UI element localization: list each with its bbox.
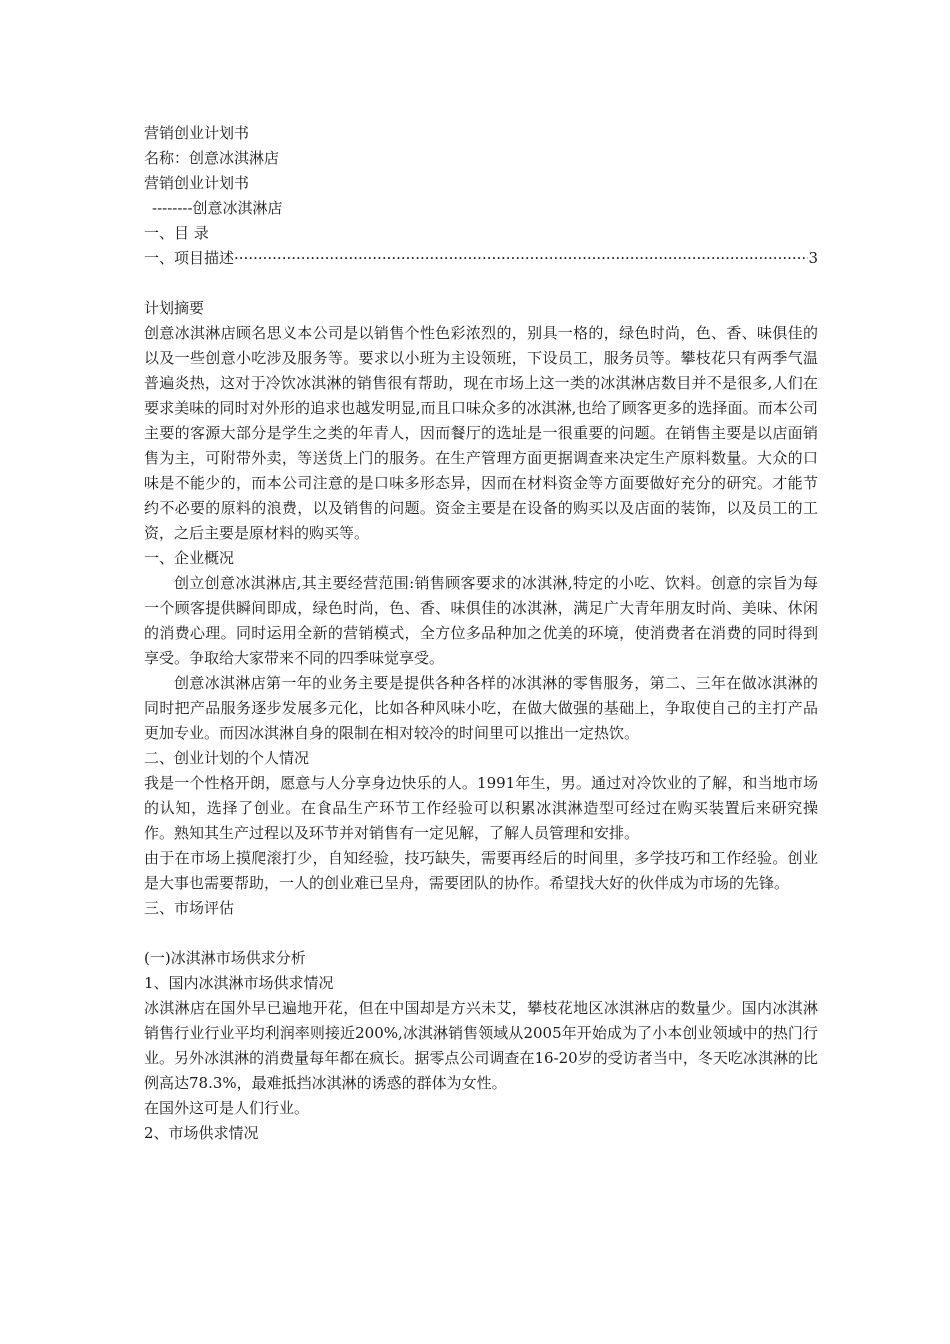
document-page — [144, 121, 818, 1146]
doc-subtitle: --------创意冰淇淋店 — [152, 199, 283, 217]
section1-paragraph-1: 创立创意冰淇淋店,其主要经营范围:销售顾客要求的冰淇淋,特定的小吃、饮料。创意的宗旨为每一个顾客提供瞬间即成，绿色时尚，色、香、味俱佳的冰淇淋，满足广大青年朋友时尚、美味、休闲的消费心理。同时运用全新的营销模式，全方位多品种加之优美的环境，使消费者在消费的同时得到享受。争取给大家带来不同的四季味觉享受。 — [144, 574, 818, 667]
doc-title: 营销创业计划书 — [144, 124, 250, 142]
section3-paragraph-2: 在国外这可是人们行业。 — [144, 1099, 310, 1117]
section3-item-1: 1、国内冰淇淋市场供求情况 — [144, 974, 334, 992]
doc-title-repeat: 营销创业计划书 — [144, 174, 250, 192]
summary-heading: 计划摘要 — [144, 299, 205, 317]
section1-heading: 一、企业概况 — [144, 549, 235, 567]
summary-paragraph: 创意冰淇淋店顾名思义本公司是以销售个性色彩浓烈的，别具一格的，绿色时尚，色、香、味俱佳的以及一些创意小吃涉及服务等。要求以小班为主设领班，下设员工，服务员等。攀枝花只有两季气温普遍炎热，这对于冷饮冰淇淋的销售很有帮助，现在市场上这一类的冰淇淋店数目并不是很多,人们在要求美味的同时对外形的追求也越发明显,而且口味众多的冰淇淋,也给了顾客更多的选择面。而本公司主要的客源大部分是学生之类的年青人，因而餐厅的选址是一很重要的问题。在销售主要是以店面销售为主，可附带外卖，等送货上门的服务。在生产管理方面更据调查来决定生产原料数量。大众的口味是不能少的，而本公司注意的是口味多形态异，因而在材料资金等方面要做好充分的研究。才能节约不必要的原料的浪费，以及销售的问题。资金主要是在设备的购买以及店面的装饰，以及员工的工资，之后主要是原材料的购买等。 — [144, 324, 818, 542]
toc-entry-label: 一、项目描述 — [144, 249, 235, 267]
blank-line — [144, 271, 818, 296]
toc-entry — [144, 246, 818, 271]
section1-paragraph-2: 创意冰淇淋店第一年的业务主要是提供各种各样的冰淇淋的零售服务，第二、三年在做冰淇淋的同时把产品服务逐步发展多元化，比如各种风味小吃，在做大做强的基础上，争取使自己的主打产品更加专业。而因冰淇淋自身的限制在相对较冷的时间里可以推出一定热饮。 — [144, 674, 818, 742]
section2-paragraph-1: 我是一个性格开朗，愿意与人分享身边快乐的人。1991年生，男。通过对冷饮业的了解，和当地市场的认知，选择了创业。在食品生产环节工作经验可以积累冰淇淋造型可经过在购买装置后来研究操作。熟知其生产过程以及环节并对销售有一定见解，了解人员管理和安排。 — [144, 774, 818, 842]
section2-paragraph-2: 由于在市场上摸爬滚打少，自知经验，技巧缺失，需要再经后的时间里，多学技巧和工作经验。创业是大事也需要帮助，一人的创业难已呈舟，需要团队的协作。希望找大好的伙伴成为市场的先锋。 — [144, 849, 818, 892]
toc-heading: 一、目 录 — [144, 224, 209, 242]
section3-heading: 三、市场评估 — [144, 899, 235, 917]
section3-paragraph-1: 冰淇淋店在国外早已遍地开花，但在中国却是方兴未艾，攀枝花地区冰淇淋店的数量少。国内冰淇淋销售行业行业平均利润率则接近200%,冰淇淋销售领域从2005年开始成为了小本创业领域中的热门行业。另外冰淇淋的消费量每年都在疯长。据零点公司调查在16-20岁的受访者当中，冬天吃冰淇淋的比例高达78.3%，最难抵挡冰淇淋的诱惑的群体为女性。 — [144, 999, 818, 1092]
section2-heading: 二、创业计划的个人情况 — [144, 749, 310, 767]
toc-entry-page: 3 — [808, 249, 818, 267]
section3-item-2: 2、市场供求情况 — [144, 1124, 259, 1142]
section3-subheading: (一)冰淇淋市场供求分析 — [144, 949, 306, 967]
blank-line — [144, 921, 818, 946]
doc-name-line: 名称：创意冰淇淋店 — [144, 149, 280, 167]
toc-leader-dots — [234, 246, 808, 271]
